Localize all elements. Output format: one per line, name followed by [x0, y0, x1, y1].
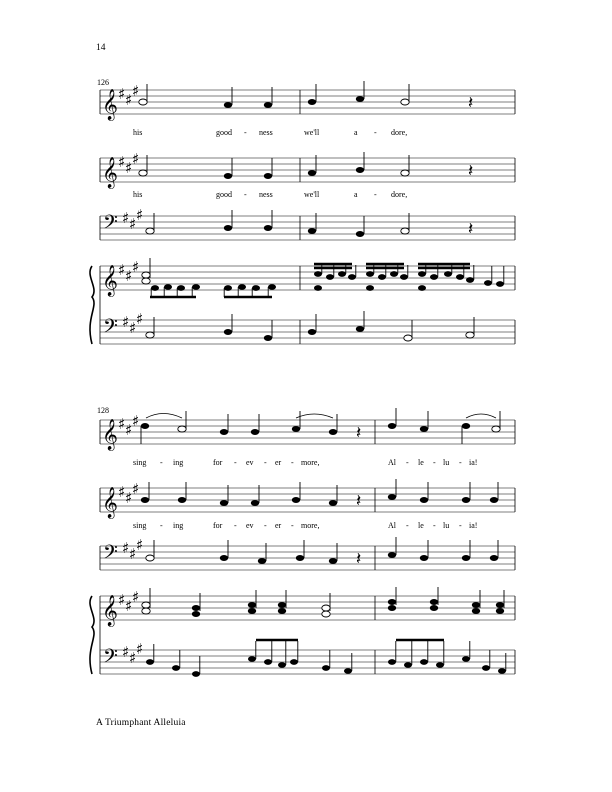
lyric-syllable: Al	[388, 458, 396, 467]
svg-text:𝄽: 𝄽	[468, 93, 474, 113]
svg-text:𝄢: 𝄢	[103, 646, 118, 672]
lyric-syllable: le	[418, 521, 424, 530]
lyric-hyphen: -	[459, 521, 462, 530]
system-1-piano	[90, 258, 515, 344]
svg-text:𝄢: 𝄢	[103, 542, 118, 568]
lyric-hyphen: -	[291, 458, 294, 467]
svg-text:♯: ♯	[132, 480, 140, 498]
measure-number-126: 126	[97, 78, 109, 87]
svg-text:𝄽: 𝄽	[468, 161, 474, 181]
svg-text:♯: ♯	[129, 649, 137, 667]
svg-text:♯: ♯	[136, 640, 144, 658]
lyric-hyphen: -	[160, 458, 163, 467]
svg-text:♯: ♯	[122, 313, 130, 331]
svg-text:♯: ♯	[118, 415, 126, 433]
system-2-piano	[90, 587, 515, 677]
svg-text:𝄽: 𝄽	[356, 491, 362, 511]
svg-text:♯: ♯	[132, 150, 140, 168]
lyric-hyphen: -	[374, 190, 377, 199]
svg-text:♯: ♯	[118, 261, 126, 279]
svg-text:𝄢: 𝄢	[103, 316, 118, 342]
svg-text:𝄢: 𝄢	[103, 212, 118, 238]
svg-text:𝄽: 𝄽	[468, 219, 474, 239]
svg-text:♯: ♯	[122, 643, 130, 661]
svg-text:♯: ♯	[118, 153, 126, 171]
system-2-staff-alto	[100, 479, 515, 519]
lyric-syllable: more,	[301, 521, 320, 530]
svg-text:♯: ♯	[118, 591, 126, 609]
lyric-hyphen: -	[406, 458, 409, 467]
lyric-hyphen: -	[433, 521, 436, 530]
svg-text:𝄞: 𝄞	[102, 595, 118, 626]
svg-text:♯: ♯	[118, 483, 126, 501]
svg-text:♯: ♯	[122, 539, 130, 557]
lyric-syllable: we'll	[304, 190, 320, 199]
lyric-syllable: his	[133, 190, 143, 199]
lyric-hyphen: -	[244, 128, 247, 137]
system-1-staff-alto	[100, 150, 515, 189]
lyric-hyphen: -	[291, 521, 294, 530]
lyric-syllable: ness	[259, 190, 273, 199]
svg-text:♯: ♯	[136, 536, 144, 554]
lyric-syllable: for	[213, 521, 223, 530]
svg-text:♯: ♯	[129, 319, 137, 337]
lyric-hyphen: -	[433, 458, 436, 467]
lyric-syllable: a	[354, 128, 358, 137]
lyric-hyphen: -	[406, 521, 409, 530]
lyric-hyphen: -	[264, 458, 267, 467]
svg-text:♯: ♯	[132, 82, 140, 100]
system-1-staff-soprano	[100, 81, 515, 121]
lyric-hyphen: -	[160, 521, 163, 530]
svg-text:♯: ♯	[122, 209, 130, 227]
lyric-syllable: his	[133, 128, 143, 137]
system-2-staff-soprano	[100, 408, 515, 451]
lyric-syllable: er	[275, 521, 282, 530]
svg-text:𝄞: 𝄞	[102, 419, 118, 450]
svg-text:𝄽: 𝄽	[356, 549, 362, 569]
lyric-syllable: good	[216, 190, 232, 199]
lyric-syllable: dore,	[391, 128, 408, 137]
lyric-hyphen: -	[234, 521, 237, 530]
svg-text:♯: ♯	[129, 545, 137, 563]
lyric-syllable: ia!	[469, 458, 478, 467]
lyric-syllable: a	[354, 190, 358, 199]
page-number: 14	[96, 43, 106, 53]
lyric-syllable: le	[418, 458, 424, 467]
measure-number-128: 128	[97, 406, 109, 415]
lyric-syllable: ing	[173, 458, 184, 467]
svg-text:𝄞: 𝄞	[102, 157, 118, 188]
svg-text:♯: ♯	[129, 215, 137, 233]
lyric-hyphen: -	[459, 458, 462, 467]
svg-text:♯: ♯	[136, 206, 144, 224]
svg-text:♯: ♯	[132, 258, 140, 276]
lyric-syllable: good	[216, 128, 232, 137]
lyric-hyphen: -	[374, 128, 377, 137]
lyric-syllable: ia!	[469, 521, 478, 530]
system-1-staff-tenor-bass	[100, 206, 515, 240]
lyric-syllable: lu	[443, 521, 450, 530]
svg-text:♯: ♯	[125, 421, 133, 439]
lyric-syllable: sing	[133, 458, 147, 467]
svg-text:♯: ♯	[136, 310, 144, 328]
lyric-hyphen: -	[264, 521, 267, 530]
footer-title: A Triumphant Alleluia	[96, 718, 186, 728]
lyric-syllable: ness	[259, 128, 273, 137]
svg-text:♯: ♯	[132, 588, 140, 606]
svg-text:♯: ♯	[118, 85, 126, 103]
system-2-staff-tenor-bass	[100, 536, 515, 570]
lyric-syllable: more,	[301, 458, 320, 467]
lyric-syllable: lu	[443, 458, 450, 467]
svg-text:𝄞: 𝄞	[102, 265, 118, 296]
lyric-syllable: ev	[246, 458, 254, 467]
svg-text:♯: ♯	[125, 489, 133, 507]
lyric-syllable: we'll	[304, 128, 320, 137]
svg-text:𝄞: 𝄞	[102, 487, 118, 518]
svg-text:♯: ♯	[125, 159, 133, 177]
lyric-hyphen: -	[234, 458, 237, 467]
svg-text:𝄞: 𝄞	[102, 89, 118, 120]
svg-text:♯: ♯	[125, 597, 133, 615]
lyric-syllable: er	[275, 458, 282, 467]
lyric-syllable: sing	[133, 521, 147, 530]
svg-text:♯: ♯	[125, 267, 133, 285]
lyric-syllable: dore,	[391, 190, 408, 199]
lyric-syllable: for	[213, 458, 223, 467]
lyric-syllable: ev	[246, 521, 254, 530]
lyric-syllable: ing	[173, 521, 184, 530]
svg-text:♯: ♯	[125, 91, 133, 109]
svg-text:♯: ♯	[132, 412, 140, 430]
lyric-hyphen: -	[244, 190, 247, 199]
svg-text:𝄽: 𝄽	[356, 423, 362, 443]
lyric-syllable: Al	[388, 521, 396, 530]
